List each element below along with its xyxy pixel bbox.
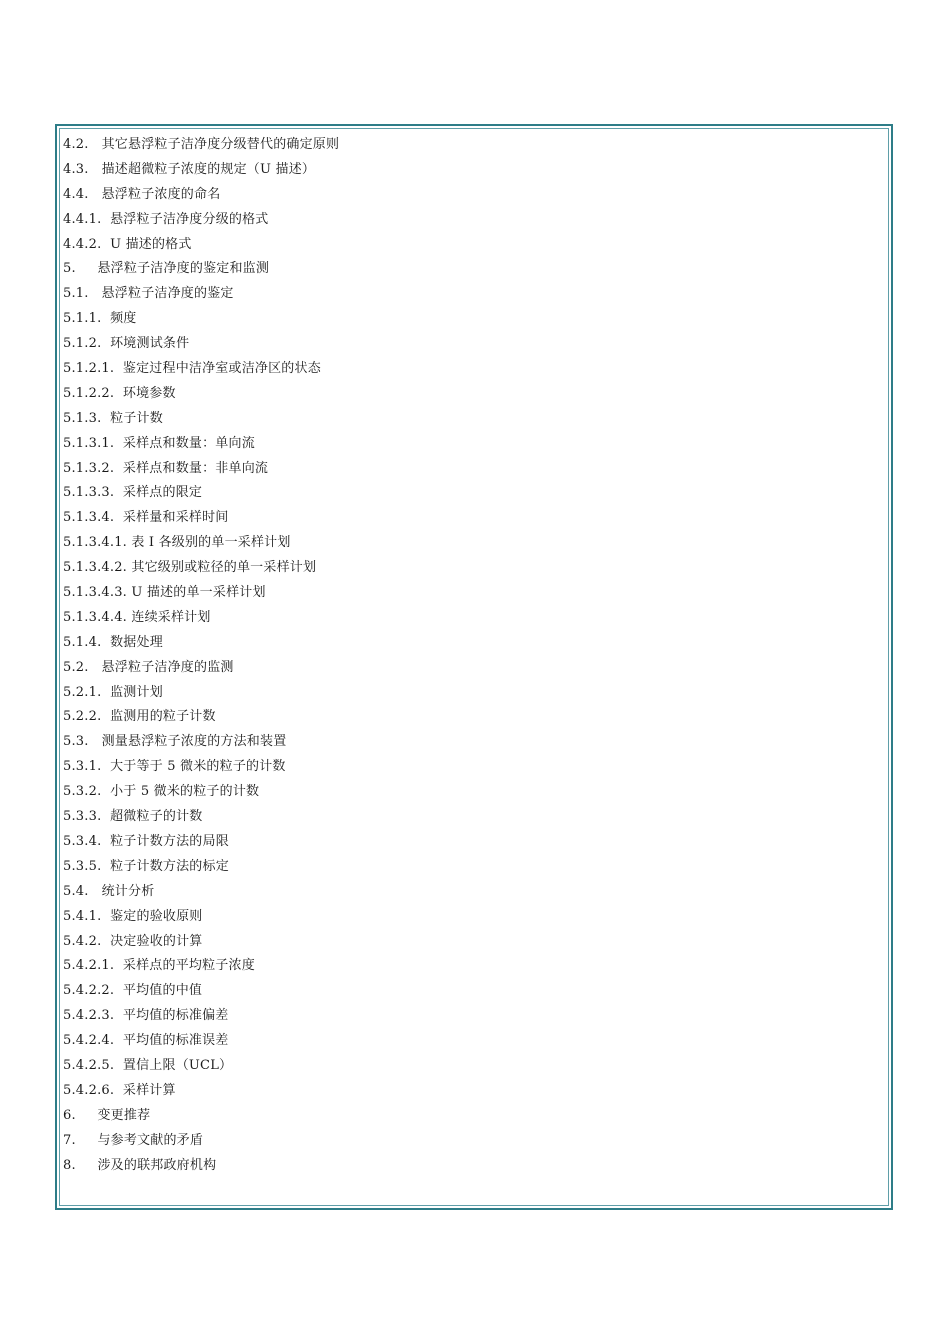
toc-entry [63, 705, 339, 730]
toc-entry-number: 7. [63, 1132, 76, 1148]
toc-entry-number: 5.1.3.4.2. [63, 560, 128, 576]
toc-entry-number: 5.2.1. [63, 684, 102, 700]
toc-entry-spacer [101, 909, 110, 924]
toc-entry-number: 5.3. [63, 734, 89, 750]
toc-entry [63, 805, 339, 830]
toc-entry-title: 监测计划 [110, 684, 163, 700]
toc-entry-title: 环境测试条件 [110, 336, 190, 352]
toc-entry-number: 5.1.3. [63, 410, 102, 426]
toc-entry-title: 鉴定的验收原则 [110, 908, 203, 924]
toc-entry-spacer [101, 934, 110, 949]
toc-entry-title: 粒子计数方法的标定 [110, 858, 229, 874]
toc-entry-title: U 描述的单一采样计划 [131, 585, 266, 601]
toc-entry-spacer [89, 187, 102, 202]
toc-entry-number: 4.3. [63, 161, 89, 177]
toc-entry-number: 5.1.2. [63, 336, 102, 352]
toc-entry-number: 5.2.2. [63, 709, 102, 725]
toc-entry-title: 悬浮粒子洁净度的鉴定 [101, 286, 234, 302]
toc-entry [63, 855, 339, 880]
toc-entry [63, 581, 339, 606]
toc-entry-spacer [101, 759, 110, 774]
toc-entry-spacer [114, 386, 123, 401]
toc-entry-number: 5.1.1. [63, 311, 102, 327]
toc-entry-spacer [114, 485, 123, 500]
toc-entry-spacer [89, 162, 102, 177]
toc-entry-spacer [101, 859, 110, 874]
toc-entry-title: 超微粒子的计数 [110, 809, 203, 825]
toc-entry [63, 656, 339, 681]
toc-entry-title: 监测用的粒子计数 [110, 709, 216, 725]
toc-entry-number: 5. [63, 261, 76, 277]
toc-entry [63, 930, 339, 955]
toc-entry [63, 1079, 339, 1104]
toc-entry-title: 采样点和数量：单向流 [122, 435, 255, 451]
toc-entry [63, 755, 339, 780]
toc-entry-spacer [101, 834, 110, 849]
toc-entry-number: 5.3.2. [63, 784, 102, 800]
toc-entry-number: 5.4.2.1. [63, 958, 115, 974]
toc-entry-spacer [101, 411, 110, 426]
toc-entry-title: 环境参数 [122, 385, 176, 401]
toc-entry-title: 置信上限（UCL） [122, 1057, 233, 1073]
toc-entry [63, 979, 339, 1004]
toc-entry [63, 257, 339, 282]
toc-entry [63, 183, 339, 208]
toc-entry [63, 905, 339, 930]
toc-entry-spacer [101, 336, 110, 351]
toc-entry [63, 830, 339, 855]
toc-entry-spacer [114, 983, 123, 998]
toc-entry-number: 4.2. [63, 137, 89, 152]
toc-entry-spacer [89, 884, 102, 899]
toc-entry-number: 5.1.3.4.3. [63, 585, 128, 601]
toc-entry-number: 5.1.3.2. [63, 460, 115, 476]
toc-entry [63, 506, 339, 531]
toc-entry-number: 5.1.3.4.4. [63, 609, 128, 625]
toc-entry-number: 5.4.2.6. [63, 1082, 115, 1098]
toc-entry-number: 5.4.2.4. [63, 1033, 115, 1049]
toc-entry-number: 4.4. [63, 186, 89, 202]
toc-entry-title: 粒子计数 [110, 410, 163, 426]
toc-entry-title: 平均值的标准误差 [122, 1033, 229, 1049]
toc-entry-spacer [101, 311, 110, 326]
toc-entry-number: 5.4.2.2. [63, 983, 115, 999]
toc-entry [63, 282, 339, 307]
toc-entry-title: 悬浮粒子洁净度的鉴定和监测 [97, 261, 270, 277]
toc-entry-title: 采样点的限定 [122, 485, 203, 501]
toc-entry-title: 采样量和采样时间 [122, 510, 229, 526]
toc-entry-title: 测量悬浮粒子浓度的方法和装置 [101, 734, 287, 750]
toc-entry [63, 457, 339, 482]
toc-entry-title: U 描述的格式 [110, 236, 192, 252]
toc-entry-spacer [101, 809, 110, 824]
toc-entry-spacer [114, 1083, 123, 1098]
toc-entry-spacer [101, 212, 110, 227]
toc-entry [63, 556, 339, 581]
toc-entry [63, 481, 339, 506]
toc-entry-spacer [114, 510, 123, 525]
toc-entry-title: 描述超微粒子浓度的规定（U 描述） [101, 161, 316, 177]
toc-entry-spacer [89, 734, 102, 749]
toc-entry [63, 357, 339, 382]
toc-entry [63, 880, 339, 905]
toc-entry-title: 连续采样计划 [131, 609, 211, 625]
toc-entry-number: 5.4.1. [63, 908, 102, 924]
toc-entry-number: 5.1.3.4. [63, 510, 115, 526]
toc-entry-spacer [89, 137, 102, 152]
toc-entry-title: 悬浮粒子洁净度分级的格式 [110, 211, 269, 227]
toc-entry-title: 其它悬浮粒子洁净度分级替代的确定原则 [101, 137, 340, 152]
toc-entry-number: 5.3.1. [63, 759, 102, 775]
toc-entry-spacer [89, 660, 102, 675]
toc-entry-spacer [101, 685, 110, 700]
toc-entry-spacer [101, 784, 110, 799]
toc-entry-spacer [114, 1058, 123, 1073]
toc-entry [63, 208, 339, 233]
toc-entry-title: 采样计算 [122, 1082, 176, 1098]
toc-entry-number: 5.1. [63, 286, 89, 302]
toc-entry-title: 采样点的平均粒子浓度 [122, 958, 255, 974]
toc-entry [63, 531, 339, 556]
toc-entry [63, 954, 339, 979]
toc-entry-number: 5.1.3.1. [63, 435, 115, 451]
toc-entry-number: 5.1.2.2. [63, 385, 115, 401]
table-of-contents [63, 133, 339, 1178]
toc-entry-title: 粒子计数方法的局限 [110, 833, 229, 849]
toc-entry-title: 平均值的中值 [122, 983, 203, 999]
toc-entry [63, 1154, 339, 1179]
toc-entry [63, 631, 339, 656]
toc-entry [63, 1104, 339, 1129]
toc-entry-title: 统计分析 [101, 883, 155, 899]
toc-entry-number: 6. [63, 1107, 76, 1123]
toc-entry-spacer [101, 635, 110, 650]
toc-entry-spacer [114, 461, 123, 476]
toc-entry-title: 与参考文献的矛盾 [97, 1132, 204, 1148]
toc-entry-title: 决定验收的计算 [110, 933, 203, 949]
toc-entry-number: 8. [63, 1157, 76, 1173]
toc-entry [63, 1054, 339, 1079]
toc-entry-spacer [76, 1133, 98, 1148]
toc-entry-title: 表 I 各级别的单一采样计划 [131, 535, 291, 551]
toc-entry [63, 1129, 339, 1154]
toc-entry [63, 432, 339, 457]
toc-entry-spacer [89, 286, 102, 301]
toc-entry-title: 采样点和数量：非单向流 [122, 460, 269, 476]
toc-entry-number: 5.3.3. [63, 809, 102, 825]
toc-entry-title: 数据处理 [110, 634, 163, 650]
toc-entry [63, 780, 339, 805]
toc-entry [63, 133, 339, 158]
toc-entry-title: 变更推荐 [97, 1107, 151, 1123]
toc-entry-number: 5.4. [63, 883, 89, 899]
toc-entry-title: 频度 [110, 311, 137, 327]
toc-entry-title: 悬浮粒子浓度的命名 [101, 186, 221, 202]
toc-entry-number: 4.4.2. [63, 236, 102, 252]
toc-entry [63, 233, 339, 258]
toc-entry-number: 5.4.2.5. [63, 1057, 115, 1073]
toc-entry-spacer [101, 237, 110, 252]
toc-entry [63, 158, 339, 183]
toc-entry-number: 5.1.2.1. [63, 361, 115, 377]
toc-entry-number: 5.4.2.3. [63, 1008, 115, 1024]
toc-entry-number: 5.1.3.4.1. [63, 535, 128, 551]
toc-entry-title: 小于 5 微米的粒子的计数 [110, 784, 260, 800]
toc-entry-spacer [101, 709, 110, 724]
toc-entry [63, 606, 339, 631]
toc-entry-spacer [76, 261, 98, 276]
toc-entry-spacer [76, 1158, 98, 1173]
toc-entry-spacer [114, 1033, 123, 1048]
toc-entry-title: 涉及的联邦政府机构 [97, 1157, 217, 1173]
toc-entry-spacer [114, 958, 123, 973]
toc-entry-title: 悬浮粒子洁净度的监测 [101, 659, 234, 675]
toc-entry-spacer [114, 361, 123, 376]
toc-entry [63, 382, 339, 407]
toc-entry [63, 730, 339, 755]
toc-entry-title: 平均值的标准偏差 [122, 1008, 229, 1024]
toc-entry-number: 5.1.3.3. [63, 485, 115, 501]
toc-entry-number: 5.4.2. [63, 933, 102, 949]
toc-entry-title: 大于等于 5 微米的粒子的计数 [110, 759, 286, 775]
toc-entry-spacer [76, 1108, 98, 1123]
toc-entry [63, 1004, 339, 1029]
toc-entry [63, 407, 339, 432]
toc-entry [63, 332, 339, 357]
toc-entry-number: 5.3.4. [63, 833, 102, 849]
toc-entry-title: 鉴定过程中洁净室或洁净区的状态 [122, 361, 321, 377]
toc-entry [63, 307, 339, 332]
toc-entry-number: 4.4.1. [63, 211, 102, 227]
toc-entry-number: 5.3.5. [63, 858, 102, 874]
toc-entry-spacer [114, 436, 123, 451]
toc-entry [63, 1029, 339, 1054]
toc-entry [63, 681, 339, 706]
toc-entry-title: 其它级别或粒径的单一采样计划 [131, 560, 317, 576]
toc-entry-number: 5.1.4. [63, 634, 102, 650]
toc-entry-spacer [114, 1008, 123, 1023]
toc-entry-number: 5.2. [63, 659, 89, 675]
